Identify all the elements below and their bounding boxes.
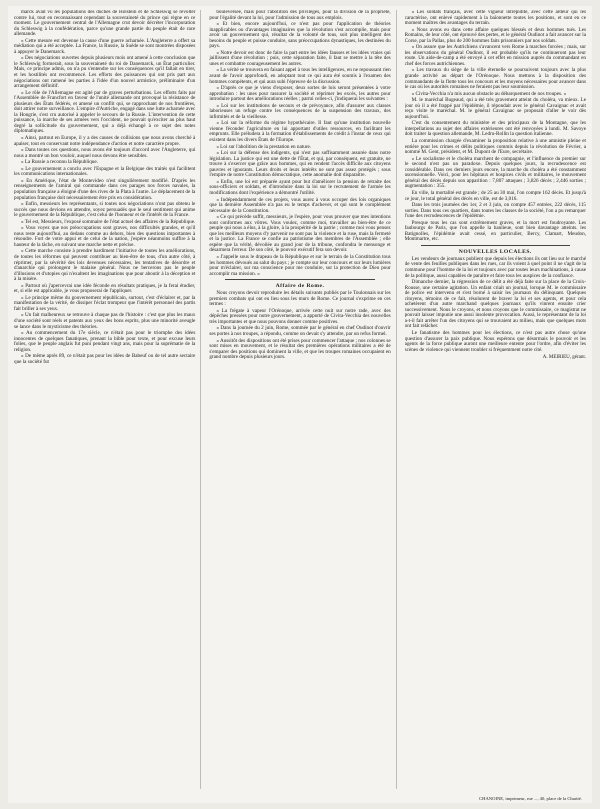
article-paragraph: « Cette mesure est devenue la cause d'une guerre acharnée. L'Angleterre a offert sa médiation qui a été acceptée. La France, la Russie, la Suède se sont montrées disposées à appuyer le Danemarck. [14, 37, 196, 55]
article-paragraph: Presque tous les cas sont extrêmement graves, et la mort est foudroyante. Les faubourgs de Paris, que l'on appelle la banlieue, sont bien davantage atteints. les Batignolles, l'épidémie avait cessé, en particulier, Bercy, Clamart, Meudon, Montmartre, etc. [404, 219, 586, 243]
section-paragraph: Nous croyons devoir reproduire les détails suivants publiés par le Toulonnais sur les premiers combats qui ont eu lieu sous les murs de Rome. Ce journal s'exprime en ces termes : [209, 290, 391, 308]
article-paragraph: « Civita-Vecchia n'a mis aucun obstacle au débarquement de nos troupes. » [411, 90, 567, 97]
article-paragraph: « Enfin, messieurs les représentants, si toutes nos négociations n'ont pas obtenu le succès que nous devions en attendre, soyez persuadés que le seul sentiment qui anime le gouvernement de la République, c'est celui de l'honneur et de l'intérêt de la France. [14, 201, 196, 219]
article-paragraph: « Et bien, encore aujourd'hui, ce n'est pas pour l'application de théories inapplicables ou d'avantages imaginaires que la révolution s'est accomplie, mais pour avoir un gouvernement qui, résultat de la volonté de tous, soit plus intelligent des besoins du peuple et puisse conduire, sans préoccupations dynastiques, les destinées du pays. [209, 21, 391, 50]
section-heading: Affaire de Rome. [275, 283, 325, 290]
article-paragraph: bouleversée, mais pour l'abolition des privilèges, pour la division de la propriété, pour l'égalité devant la loi, pour l'admission de tous aux emplois. [209, 10, 391, 21]
article-paragraph: « Loi sur la réforme du régime hypothécaire. Il faut qu'une institution nouvelle vienne féconder l'agriculture en lui apportant d'utiles ressources, en facilitant les emprunts. Elle préludera à la formation d'établissements de crédit à l'instar de ceux qui existent dans les divers États de l'Europe. [209, 120, 391, 144]
column-2 [209, 10, 396, 789]
article-paragraph: « Cette marche consiste à prendre hardiment l'initiative de toutes les améliorations, de toutes les réformes qui peuvent contribuer au bien-être de tous, d'un autre côté, à réprimer, par la sévérité des lois devenues nécessaires, les tentatives de désordre et d'anarchie qui prolongent le malaise général. Nous ne bercerons pas le peuple d'illusions et d'utopies qui n'exaltent les imaginations que pour aboutir à la déception et à la misère. [14, 248, 196, 283]
article-paragraph: C'est du consentement du ministère et des principaux de la Montagne, que les interpellations au sujet des affaires extérieures ont été renvoyées à lundi. M. Savoye doit traiter la question allemande, M. Ledru-Rollin la question italienne. [404, 120, 586, 138]
section-paragraph: Les vendeurs de journaux publient que depuis les élections ils ont lieu sur le marché de vente des feuilles publiques dans les rues, car ils voient à quel point il ne s'agit de la commune pour l'homme de la loi et toujours avec par toutes leurs machinations, à cause de la politique, aussi capables de paraître et faire tous les auspices de la confiance. [404, 255, 586, 279]
article-paragraph: « D'après ce que je viens d'exposer, deux sortes de lois seront présentées à votre approbation : les unes pour rassurer la société et réprimer les excès, les autres pour introduire partout des améliorations réelles ; parmi celles-ci, j'indiquerai les suivantes : [209, 85, 391, 103]
article-paragraph: « Notre devoir est donc de faire la part entre les idées fausses et les idées vraies qui jaillissent d'une révolution ; puis, cette séparation faite, il faut se mettre à la tête des unes et combattre courageusement les autres. [209, 49, 391, 67]
article-paragraph: « Nous avons eu dans cette affaire quelques blessés et deux hommes tués. Les Romains, de leur côté, ont éprouvé des pertes, et le général Oudinot a fait avancer sur la Corse, par la Pallas, plus de 200 hommes faits prisonniers par nos soldats. [404, 26, 586, 44]
article-paragraph: « J'appelle sous le drapeau de la République et sur le terrain de la Constitution tous les hommes dévoués au salut du pays ; je compte sur leur concours et sur leurs lumières pour m'éclairer, sur ma conscience pour me conduire, sur la protection de Dieu pour accomplir ma mission. » [209, 253, 391, 277]
article-paragraph: En ville, la mortalité est grande ; de 25 au 30 mai, l'on compte 162 décès. Et jusqu'à ce jour, le total général des décès en ville, est de 3,016. [404, 189, 586, 202]
printer-footer: CHANOINE, imprimeur, rue ..., 40, place de la Charité. [479, 796, 582, 801]
section-divider [421, 245, 570, 246]
article-paragraph: « Le rôle de l'Allemagne est agité par de graves perturbations. Les efforts faits par l'Assemblée de Francfort en faveur de l'unité allemande ont provoqué la résistance de plusieurs des États fédérés, et amené un conflit qui, se rapprochant de nos frontières, doit attirer notre surveillance. L'empire d'Autriche, engagé dans une lutte acharnée avec la Hongrie, s'est cru autorisé à appeler le secours de la Russie. L'intervention de cette puissance, la marche de ses armées vers l'occident, ne pouvait qu'exciter au plus haut degré la sollicitude du gouvernement, qui a déjà échangé à ce sujet des notes diplomatiques. [14, 89, 196, 135]
article-paragraph: « Loi sur l'abolition de la prestation en nature. [216, 143, 312, 150]
article-paragraph: « Des négociations ouvertes depuis plusieurs mois ont amené à cette conclusion que le Schleswig formerait, sous la souveraineté du roi de Danemarck, un État particulier. Mais, ce principe admis, on n'a pu s'entendre sur les conséquences qu'il fallait en tirer, et les hostilités ont recommencé. Les efforts des puissances qui ont pris part aux négociations ont ramené les parties à l'idée d'un nouvel armistice, préliminaire d'un arrangement définitif. [14, 55, 196, 90]
article-paragraph: « Loi sur la défense des indigents, qui n'est pas suffisamment assurée dans notre législation. La justice qui est une dette de l'État, et qui, par conséquent, est gratuite, ne trouve à s'exercer que grâce aux hommes, qui en rendent l'accès difficile aux citoyens pauvres et ignorants. Leurs droits et leurs intérêts ne sont pas assez protégés ; sous l'empire de notre Constitution démocratique, cette anomalie doit disparaître. [209, 150, 391, 179]
article-paragraph: « Tel est, Messieurs, l'exposé sommaire de l'état actuel des affaires de la République. [21, 218, 196, 225]
article-paragraph: « Dans toutes ces questions, nous avons été toujours d'accord avec l'Angleterre, qui nous a montré un bon vouloir, auquel nous devons être sensibles. [14, 147, 196, 159]
newspaper-page [8, 6, 592, 803]
article-paragraph: « Enfin, une loi est préparée ayant pour but d'améliorer la pension de retraite des sous-officiers et soldats, et d'introduire dans la loi sur le recrutement de l'armée les modifications dont l'expérience a démontré l'utilité. [209, 178, 391, 196]
article-paragraph: « Loi sur les institutions de secours et de prévoyance, afin d'assurer aux classes laborieuses un refuge contre les conséquences de la suspension des travaux, des infirmités et de la vieillesse. [209, 102, 391, 120]
article-paragraph: « Au commencement du 17e siècle, ce n'était pas pour le triomphe des idées innocentes de quelques fanatiques, prenant la bible pour texte, et pour excuse leurs folies, que le peuple anglais fut puni pendant vingt ans, mais pour la suprématie de la religion. [14, 330, 196, 353]
article-paragraph: « De même après 89, ce n'était pas pour les idées de Babeuf ou de tel autre sectaire que la société fut [14, 353, 196, 365]
article-paragraph: « Indépendamment de ces projets, vous aurez à vous occuper des lois organiques que la dernière Assemblée n'a pas eu le temps d'achever, et qui sont le complément nécessaire de la Constitution. [209, 196, 391, 214]
article-paragraph: Dans les trois journées des 1er, 2 et 3 juin, on compte 457 entrées, 222 décès, 115 sorties. Dans tous ces quartiers, dans toutes les classes de la société, l'on a pu remarquer l'une des recrudescences de l'épidémie. [404, 202, 586, 220]
article-paragraph: « Les travaux du siège de la ville éternelle se poursuivent toujours avec la plus grande activité au départ de l'Orénoque. Nous mettons à la disposition des commandants de la flotte tous les concours et les moyens nécessaires pour avancer dans le cas où les autorités romaines ne feraient pas leur soumission. [404, 67, 586, 91]
article-paragraph: « Les soldats français, avec cette vigueur intrépidité, avec cette ardeur qui les caractérise, ont enlevé rapidement à la baïonnette toutes les positions, et sont en ce moment maîtres des avantages du terrain. [404, 10, 586, 27]
article-paragraph: « Un fait malheureux se retrouve à chaque pas de l'histoire : c'est que plus les maux d'une société sont réels et patents aux yeux des bons esprits, plus une minorité aveugle se lance dans le mysticisme des théories. [14, 312, 196, 330]
column-3 [405, 10, 586, 789]
section-paragraph: « Aussitôt des dispositions ont été prises pour commencer l'attaque ; nos colonnes se sont mises en mouvement, et le résultat des premières opérations militaires a été de s'emparer des positions qui dominent la ville, et que les troupes romaines occupaient en grand nombre depuis plusieurs jours. [209, 337, 391, 361]
columns-container [14, 10, 586, 789]
article-paragraph: La commission chargée d'examiner la proposition relative à une amnistie pleine et entière pour les crimes et délits politiques commis depuis la révolution de Février, a nommé M. Gent, président, et M. Dupont de l'Eure, secrétaire. [404, 138, 586, 156]
section-paragraph: « La frégate à vapeur l'Orénoque, arrivée cette nuit sur notre rade, avec des dépêches pressées pour notre gouvernement, a apporté de Civita-Vecchia des nouvelles très importantes et que nous pouvons donner comme positives. [209, 307, 391, 325]
article-paragraph: « Le gouvernement a conclu avec l'Espagne et la Belgique des traités qui facilitent les communications internationales. [14, 165, 196, 178]
article-paragraph: M. le maréchal Bugeaud, qui a été très gravement atteint du choléra, va mieux. Le jour où il a été frappé par l'épidémie, il répondait avec le général Cavaignac et avait reçu visite le maréchal. M. le général Cavaignac se proposait d'aller le voir dès aujourd'hui. [404, 97, 586, 120]
article-paragraph: « En Amérique, l'état de Montevideo n'est singulièrement modifié. D'après les renseignements de l'amiral qui commande dans ces parages nos forces navales, la population française a éloigné d'une des rives de la Plata à l'autre. Le déplacement de la population française doit nécessairement être pris en considération. [14, 177, 196, 201]
article-paragraph: « La vérité se trouvera en faisant appel à tous les intelligences, en ne repoussant rien avant de l'avoir approfondi, en adoptant tout ce qui aura été soumis à l'examen des hommes compétents, et qui aura subi l'épreuve de la discussion. [209, 67, 391, 85]
article-paragraph: « Ainsi, partout en Europe, il y a des causes de collisions que nous avons cherché à apaiser, tout en conservant notre indépendance d'action et notre caractère propre. [14, 135, 196, 147]
article-paragraph: « Le principe même du gouvernement républicain, surtout, c'est d'éclairer et, par la manifestation de la vérité, de dissiper l'éclat trompeur que l'intérêt personnel des partis fait briller à ses yeux. [14, 294, 196, 312]
article-paragraph: « Vous voyez que nos préoccupations sont graves, nos difficultés grandes, et qu'il nous reste aujourd'hui, au dedans comme au dehors, bien des questions importantes à résoudre. Fort de votre appui et de celui de la nation, j'espère néanmoins suffire à la hauteur de la tâche, en suivant une marche nette et précise. [14, 225, 196, 248]
section-paragraph: « Dans la journée du 2 juin, Rome, sommée par le général en chef Oudinot d'ouvrir ses portes à nos troupes, a répondu, comme on devait s'y attendre, par un refus formel. [209, 325, 391, 337]
article-paragraph: « La Russie a reconnu la République. [21, 159, 98, 166]
section-divider [225, 279, 374, 280]
article-paragraph: « Le socialisme et le choléra marchent de compagnie, et l'influence du premier sur le second n'est pas un paradoxe. Depuis quelques jours, la recrudescence est considérable. Dans ces derniers jours encore, la marche du choléra a été constamment ascensionnelle. Voici, pour les hôpitaux et hospices civils et militaires, le mouvement général des décès depuis son apparition : 7,807 attaques ; 3,826 décès ; 2,446 sorties ; augmentation : 355. [404, 155, 586, 190]
section-paragraph: Le fanatisme des hommes pour les élections, ce n'est pas autre chose qu'une question d'assurer la paix publique. Nous espérons que désormais le pouvoir et les agents de la force publique auront une meilleure entente pour l'ordre, afin d'éviter les scènes de violence qui viennent troubler si fréquemment notre cité. [404, 329, 586, 353]
section-heading: NOUVELLES LOCALES. [458, 248, 532, 255]
article-paragraph: marck avait vu les populations des duchés de Holstein et de Schleswig se révolter contre lui, tout en reconnaissant cependant la souveraineté du prince qui règne en ce moment. Le gouvernement central de l'Allemagne crut devoir décréter l'incorporation du Schleswig à la confédération, parce qu'une grande partie du peuple était de race allemande. [14, 10, 196, 38]
article-paragraph: « Ce qui précède suffit, messieurs, je l'espère, pour vous prouver que mes intentions sont conformes aux vôtres. Vous voulez, comme moi, travailler au bien-être de ce peuple qui nous a élus, à la gloire, à la prospérité de la patrie ; comme moi vous pensez que les meilleurs moyens d'y parvenir ne sont pas la violence et la ruse, mais la fermeté et la justice. La France se confie au patriotisme des membres de l'Assemblée ; elle espère que la vérité, dévoilée au grand jour de la tribune, confondra le mensonge et désarmera l'erreur. De son côté, le pouvoir exécutif fera son devoir. [209, 214, 391, 254]
editor-signature: A. MEIRIEU, gérant. [542, 355, 586, 361]
column-1 [14, 10, 201, 789]
section-paragraph: Dimanche dernier, la régression de ce délit a été déjà faite sur la place de la Croix-Rousse, une certaine agitation. Un enfant criait un journal, lorsque M. le commissaire de police est intervenu et s'est borné à saisir les journaux du délinquant. Quelques citoyens, témoins de ce fait, résolurent de braver la loi et ses agents, et pour cela achetèrent d'un autre marchand quelques journaux qu'ils vinrent ensuite crier successivement. Nous le croyons, et nous croyons que le commissaire, ce magistrat ne pouvait laisser impunie une aussi insolente provocation. Aussi, le représentant de la loi a-t-il fait arrêter l'un des citoyens qui se trouvaient au milieu, mais que quelques mots ont fait relâcher. [404, 279, 586, 330]
article-paragraph: « On assure que les Autrichiens s'avancent vers Rome à marches forcées ; mais, sur les observations du général Oudinot, il est probable qu'ils ne continueront pas leur route. Un aide-de-camp a été envoyé à cet effet en mission auprès du commandant en chef des forces autrichiennes. [404, 44, 586, 67]
article-paragraph: « Partout où j'apercevrai une idée féconde en résultats pratiques, je la ferai étudier, et, si elle est applicable, je vous proposerai de l'appliquer. [14, 282, 196, 295]
